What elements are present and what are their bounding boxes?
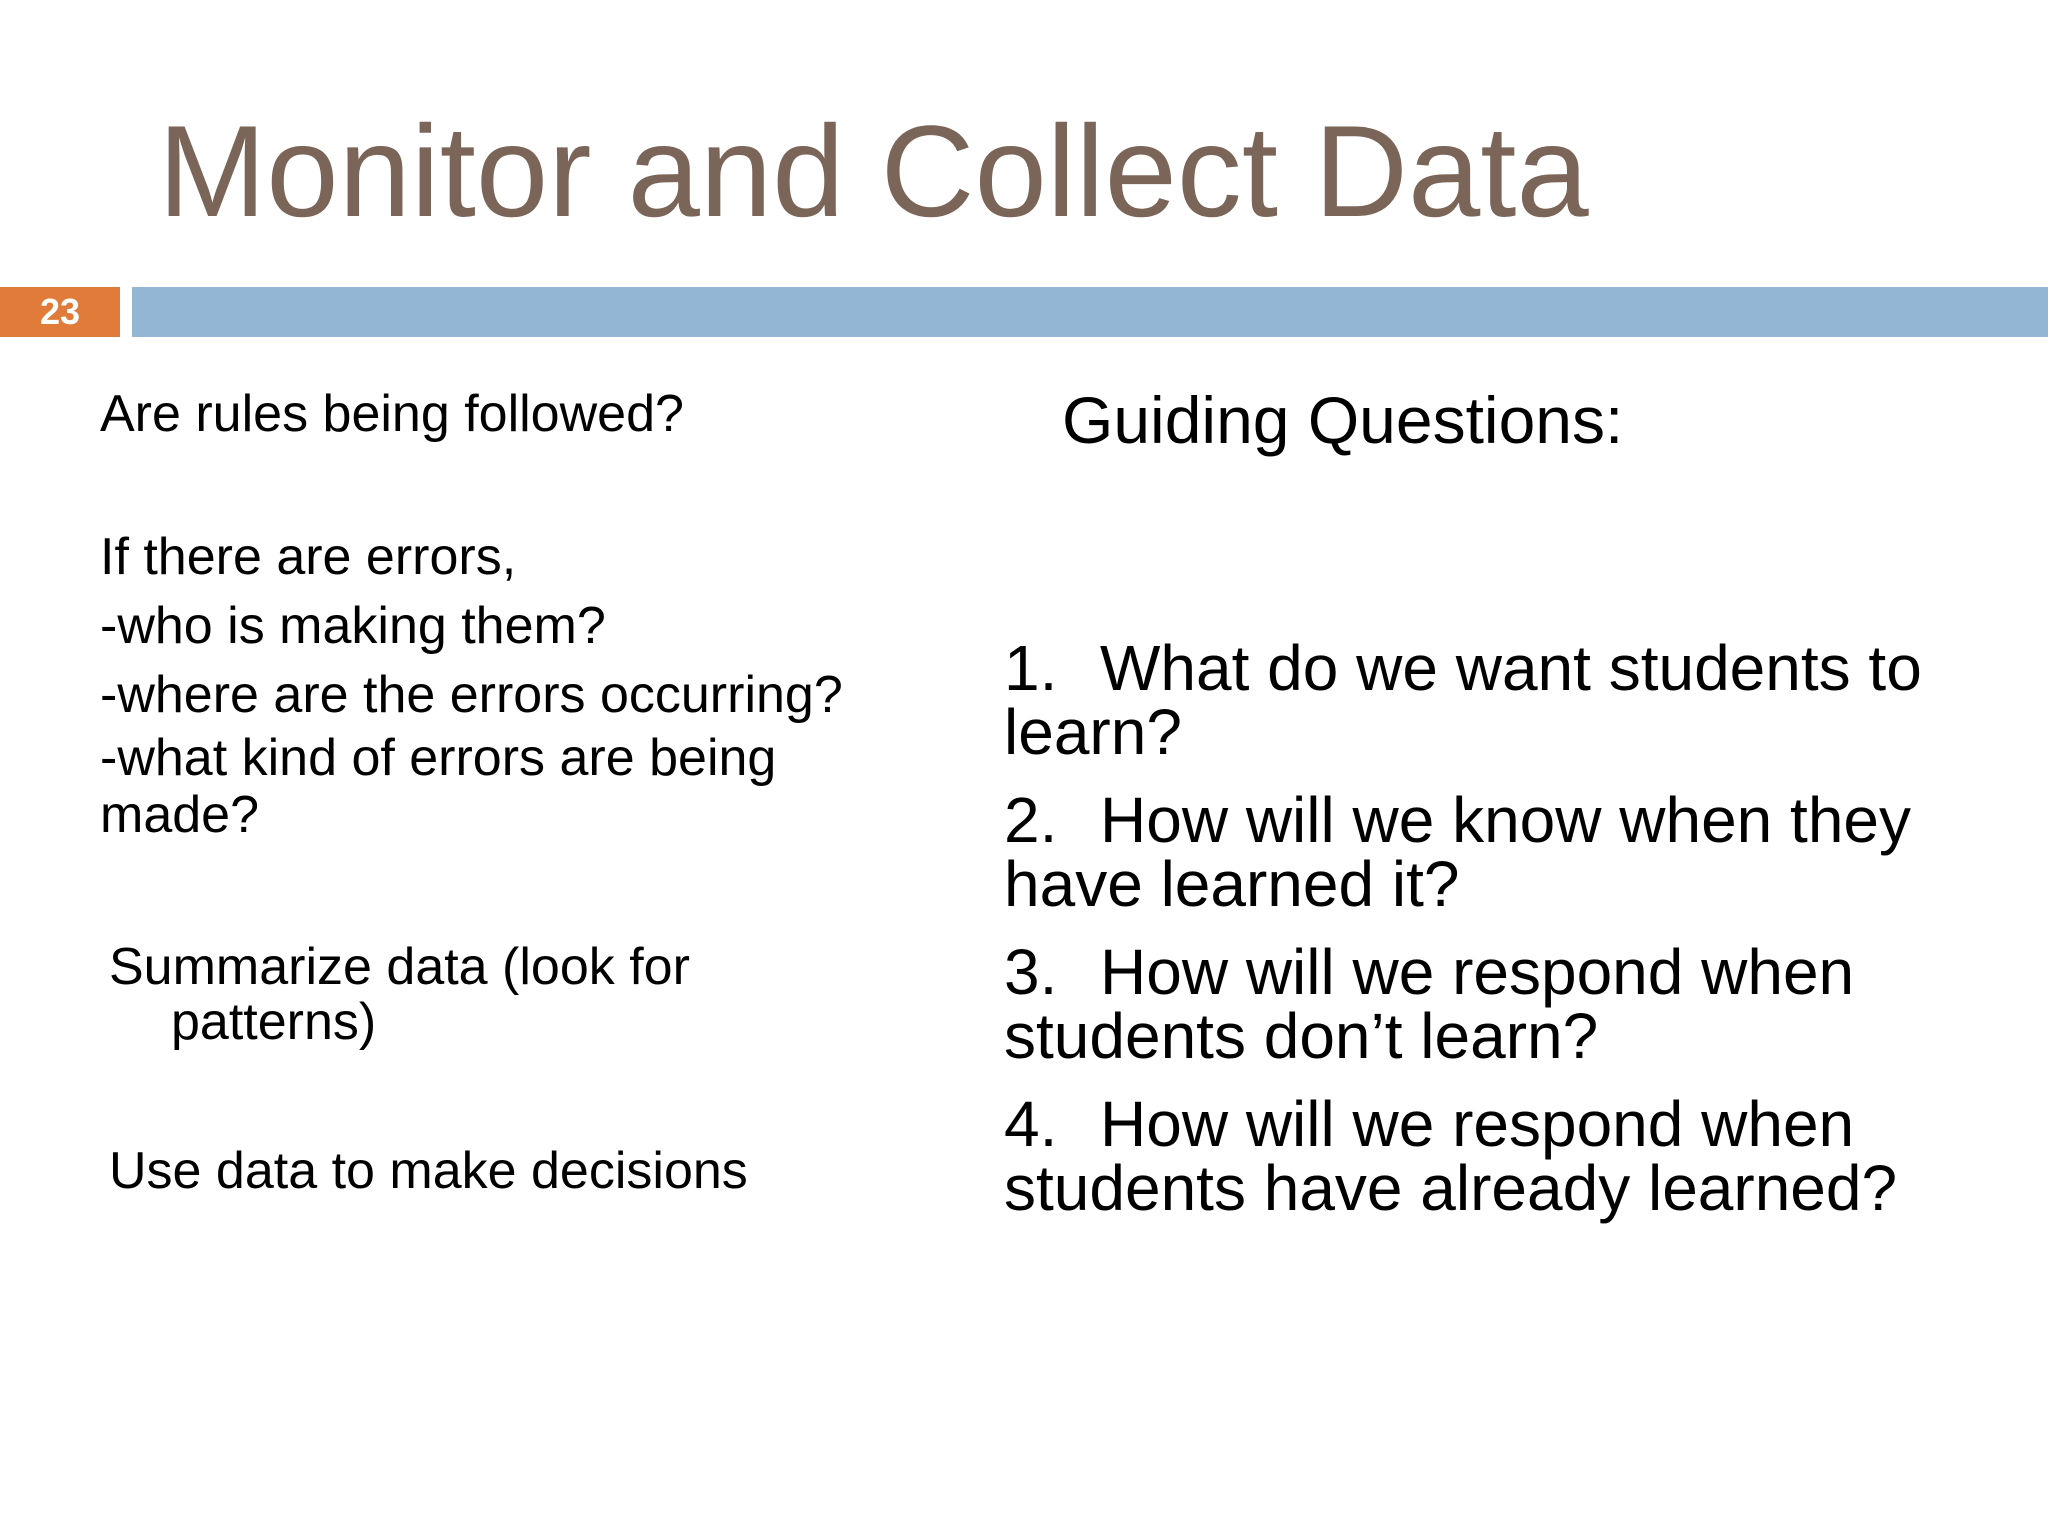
errors-intro: If there are errors, (100, 528, 517, 586)
use-data-text: Use data to make decisions (109, 1142, 748, 1200)
question-number: 3. (1004, 936, 1058, 1008)
question-number: 2. (1004, 784, 1058, 856)
question-number: 4. (1004, 1088, 1058, 1160)
errors-block (100, 523, 920, 844)
question-number: 1. (1004, 632, 1058, 704)
summarize-data-text: Summarize data (look for patterns) (109, 938, 690, 1051)
question-text: How will we respond when students don’t learn? (1004, 936, 1855, 1072)
question-text: What do we want students to learn? (1004, 632, 1922, 768)
slide-title: Monitor and Collect Data (158, 98, 1589, 244)
guiding-question (1004, 632, 1964, 768)
errors-who-line: -who is making them? (100, 597, 606, 655)
guiding-question (1004, 784, 1964, 920)
errors-kind-line: -what kind of errors are being made? (100, 729, 777, 844)
question-text: How will we respond when students have already learned? (1004, 1088, 1898, 1224)
guiding-question (1004, 936, 1964, 1072)
title-rule-bar (132, 287, 2048, 337)
errors-where-line: -where are the errors occurring? (100, 666, 843, 724)
guiding-questions-heading: Guiding Questions: (1062, 383, 1624, 457)
rules-question: Are rules being followed? (100, 385, 684, 443)
slide-number-badge: 23 (0, 287, 120, 337)
guiding-questions-list (1004, 632, 1964, 1244)
guiding-question (1004, 1088, 1964, 1224)
question-text: How will we know when they have learned it? (1004, 784, 1911, 920)
